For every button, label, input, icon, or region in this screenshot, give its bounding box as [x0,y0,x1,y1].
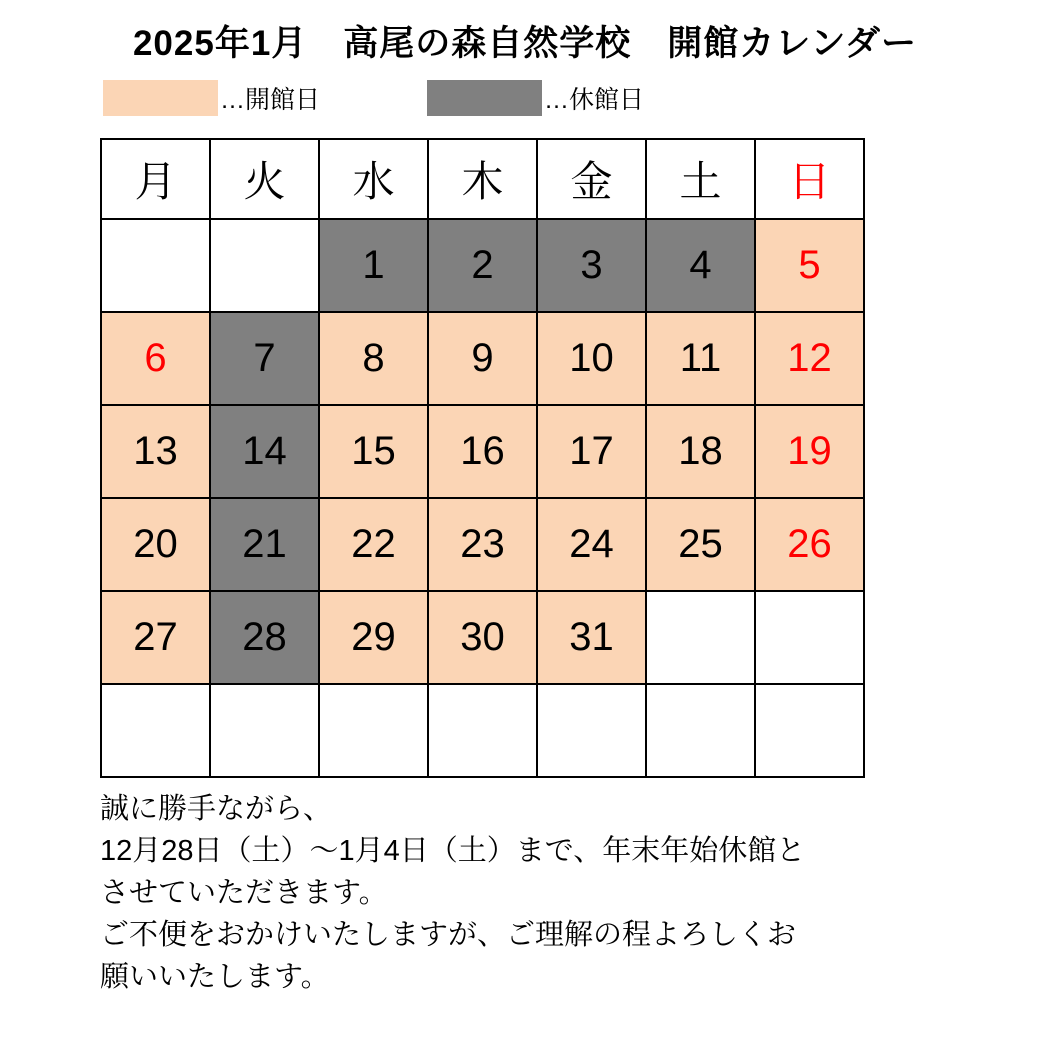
weekday-header-mon: 月 [101,139,210,219]
calendar-day-cell [101,684,210,777]
legend-closed-label: …休館日 [544,86,645,114]
calendar-day-cell: 12 [755,312,864,405]
calendar-day-cell: 19 [755,405,864,498]
legend-open-label: …開館日 [220,86,321,114]
calendar-week-row [101,405,864,498]
calendar-day-cell: 16 [428,405,537,498]
calendar-day-cell: 25 [646,498,755,591]
calendar-day-cell [755,684,864,777]
calendar-body [101,219,864,777]
weekday-header-tue: 火 [210,139,319,219]
calendar-day-cell: 28 [210,591,319,684]
calendar-day-cell: 11 [646,312,755,405]
calendar-day-cell: 2 [428,219,537,312]
calendar-day-cell: 21 [210,498,319,591]
calendar-day-cell: 13 [101,405,210,498]
calendar-day-cell: 7 [210,312,319,405]
calendar-day-cell [101,219,210,312]
calendar-day-cell: 24 [537,498,646,591]
calendar-day-cell [537,684,646,777]
calendar-day-cell: 17 [537,405,646,498]
calendar-week-row [101,684,864,777]
notes-block [0,778,1050,998]
calendar-table [100,138,865,778]
legend-closed [427,80,644,116]
page-title: 2025年1月 高尾の森自然学校 開館カレンダー [132,24,918,63]
calendar-week-row [101,498,864,591]
calendar-day-cell: 4 [646,219,755,312]
note-line: 誠に勝手ながら、 [100,793,333,825]
calendar-day-cell: 26 [755,498,864,591]
calendar-day-cell: 10 [537,312,646,405]
calendar-day-cell: 8 [319,312,428,405]
calendar-day-cell: 18 [646,405,755,498]
calendar-day-cell [646,591,755,684]
calendar-container [0,138,1050,778]
calendar-day-cell: 31 [537,591,646,684]
calendar-day-cell: 23 [428,498,537,591]
calendar-day-cell: 3 [537,219,646,312]
calendar-day-cell: 5 [755,219,864,312]
legend-closed-swatch [427,80,542,116]
weekday-header-thu: 木 [428,139,537,219]
calendar-day-cell: 27 [101,591,210,684]
note-line: 願いいたします。 [100,961,330,994]
calendar-day-cell [755,591,864,684]
note-line: 12月28日（土）〜1月4日（土）まで、年末年始休館と [100,835,806,868]
calendar-day-cell: 20 [101,498,210,591]
weekday-header-wed: 水 [319,139,428,219]
weekday-header-row [101,139,864,219]
calendar-day-cell: 30 [428,591,537,684]
calendar-day-cell: 22 [319,498,428,591]
calendar-day-cell [646,684,755,777]
weekday-header-sat: 土 [646,139,755,219]
legend-open-swatch [103,80,218,116]
weekday-header-fri: 金 [537,139,646,219]
calendar-day-cell [210,684,319,777]
calendar-day-cell [319,684,428,777]
calendar-week-row [101,312,864,405]
calendar-day-cell: 15 [319,405,428,498]
calendar-day-cell: 29 [319,591,428,684]
weekday-header-sun: 日 [755,139,864,219]
calendar-day-cell: 1 [319,219,428,312]
calendar-day-cell: 6 [101,312,210,405]
note-line: させていただきます。 [100,877,388,910]
calendar-day-cell [210,219,319,312]
calendar-day-cell: 9 [428,312,537,405]
calendar-week-row [101,591,864,684]
calendar-week-row [101,219,864,312]
calendar-day-cell [428,684,537,777]
calendar-day-cell: 14 [210,405,319,498]
legend-open [103,80,320,116]
legend [0,80,1050,116]
note-line: ご不便をおかけいたしますが、ご理解の程よろしくお [100,919,797,952]
calendar-header [101,139,864,219]
